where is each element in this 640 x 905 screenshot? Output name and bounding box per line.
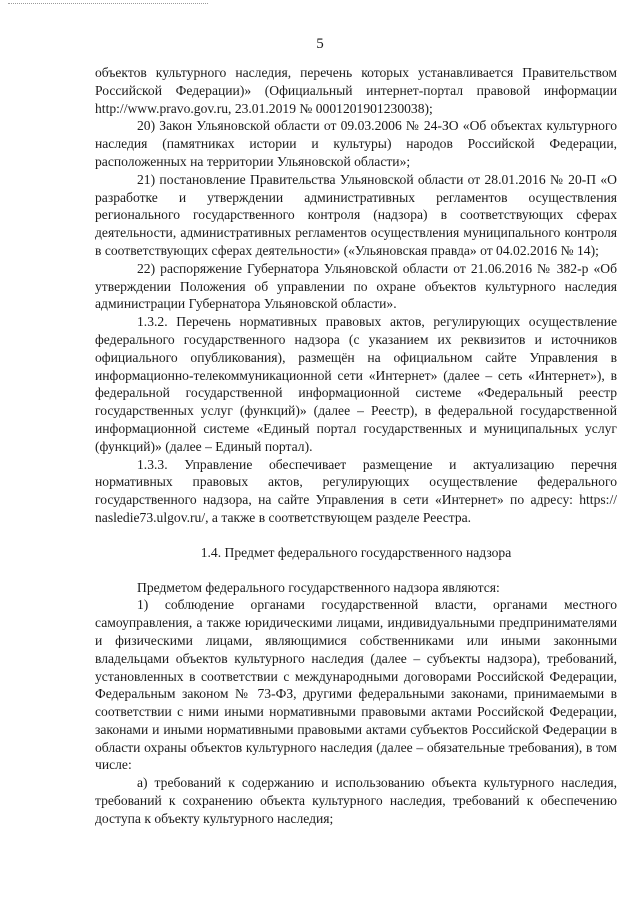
- scan-header-marks: [8, 3, 208, 10]
- list-item-21: 21) постановление Правительства Ульяновской области от 28.01.2016 № 20-П «О разработке и утверждении административных регламентов осуществления регионального государственного контроля (надзора) в соответствующих сферах деятельности, административных регламентов осуществления муниципального контроля в соответствующих сферах деятельности» («Ульяновская правда» от 04.02.2016 № 14);: [95, 171, 617, 258]
- page-number: 5: [316, 36, 324, 52]
- list-item-22: 22) распоряжение Губернатора Ульяновской области от 21.06.2016 № 382-р «Об утверждении Положения об управлении по охране объектов культурного наследия администрации Губернатора Ульяновской области».: [95, 260, 617, 312]
- document-body: [95, 64, 617, 828]
- section-subitem-a: а) требований к содержанию и использованию объекта культурного наследия, требований к сохранению объекта культурного наследия, требований к обеспечению доступа к объекту культурного наследия;: [95, 775, 617, 826]
- clause-1-3-3: 1.3.3. Управление обеспечивает размещение и актуализацию перечня нормативных правовых актов, регулирующих осуществление федерального государственного надзора, на сайте Управления в сети «Интернет» по адресу: https:// nasledie73.ulgov.ru/, а также в соответствующем разделе Реестра.: [95, 456, 617, 525]
- list-item-20: 20) Закон Ульяновской области от 09.03.2006 № 24-ЗО «Об объектах культурного наследия (памятниках истории и культуры) народов Российской Федерации, расположенных на территории Ульяновской области»;: [95, 118, 617, 169]
- section-heading: 1.4. Предмет федерального государственного надзора: [200, 544, 512, 560]
- section-intro: Предметом федерального государственного надзора являются:: [137, 579, 500, 595]
- paragraph-continuation: объектов культурного наследия, перечень которых устанавливается Правительством Российской Федерации)» (Официальный интернет-портал правовой информации http://www.pravo.gov.ru, 23.01.2019 № 0001201901230038);: [95, 65, 617, 116]
- clause-1-3-2: 1.3.2. Перечень нормативных правовых актов, регулирующих осуществление федерального государственного надзора (с указанием их реквизитов и источников официального опубликования), размещён на официальном сайте Управления в информационно-телекоммуникационной сети «Интернет» (далее – сеть «Интернет»), в федеральной государственной информационной системе «Федеральный реестр государственных услуг (функций)» (далее – Реестр), в федеральной государственной информационной системе «Единый портал государственных и муниципальных услуг (функций)» (далее – Единый портал).: [95, 314, 617, 454]
- section-item-1: 1) соблюдение органами государственной власти, органами местного самоуправления, а также юридическими лицами, индивидуальными предпринимателями и физическими лицами, являющимися собственниками или иными законными владельцами объектов культурного наследия (далее – субъекты надзора), требований, установленных в соответствии с международными договорами Российской Федерации, Федеральным законом № 73-ФЗ, другими федеральными законами, принимаемыми в соответствии с ними иными нормативными правовыми актами Российской Федерации, законами и иными нормативными правовыми актами субъектов Российской Федерации в области охраны объектов культурного наследия (далее – обязательные требования), в том числе:: [95, 597, 617, 773]
